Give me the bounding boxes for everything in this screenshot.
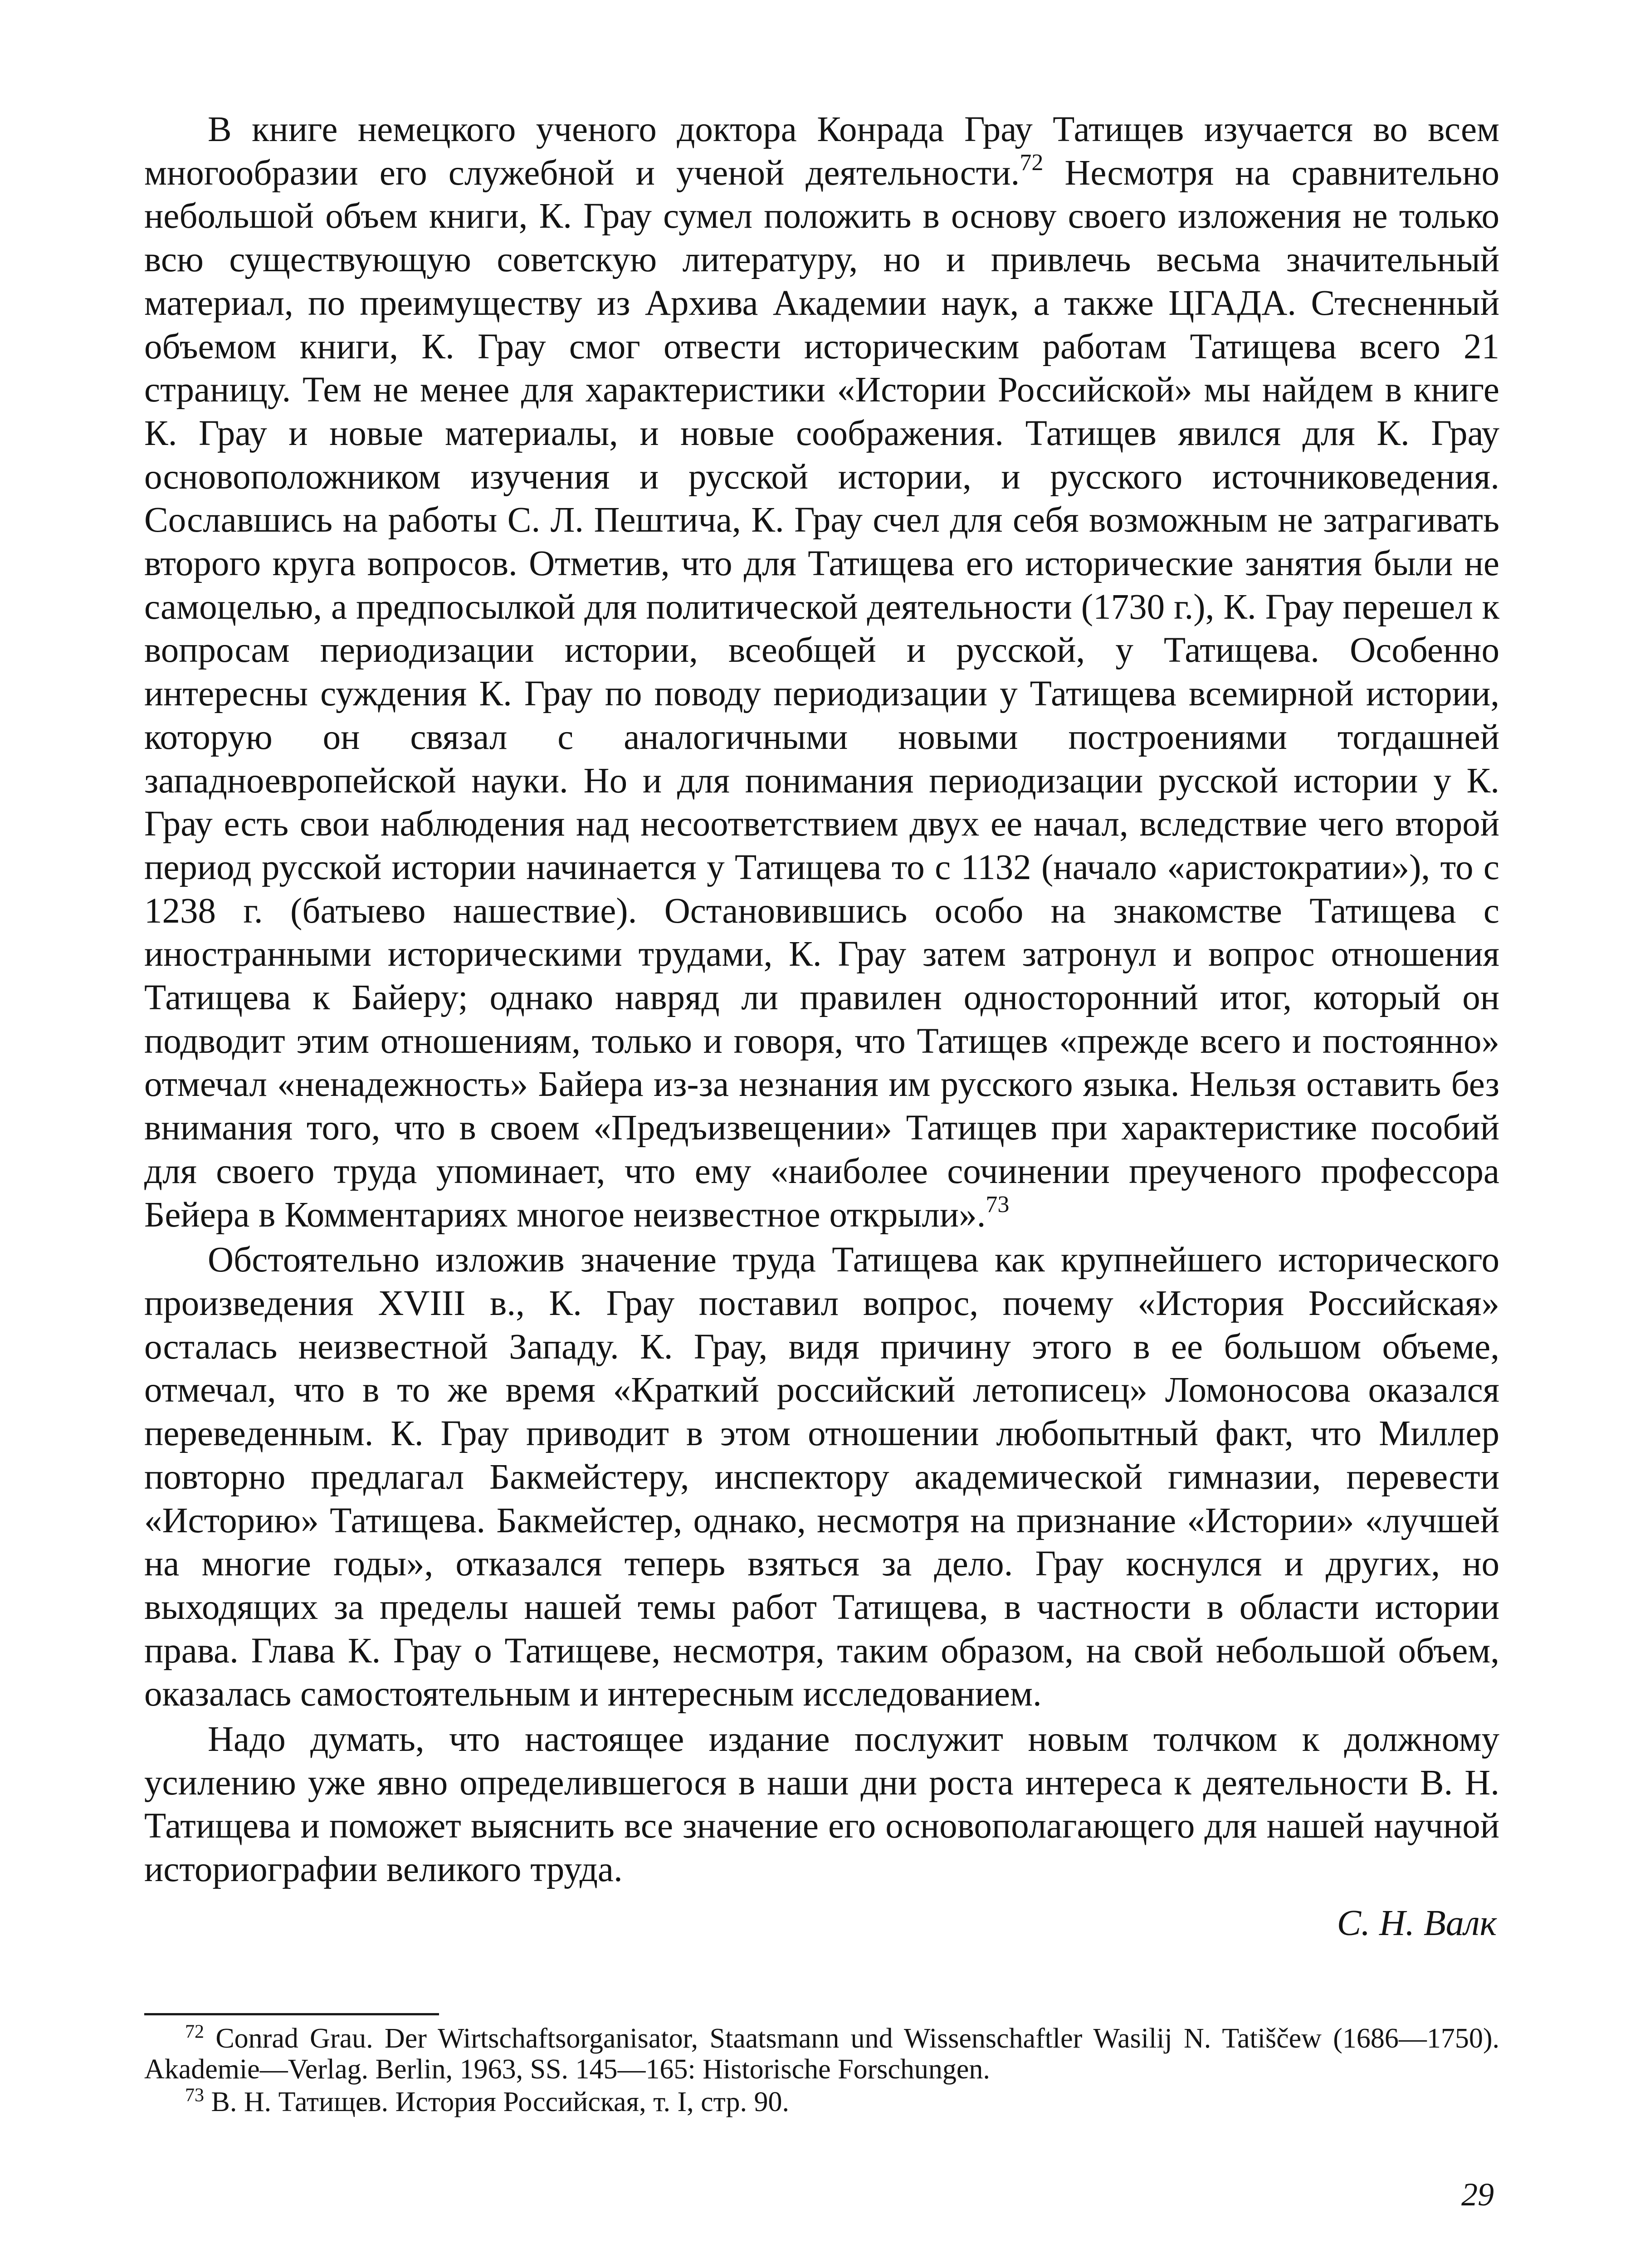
paragraph-1-continuation: Несмотря на сравнительно небольшой объем книги, К. Грау сумел положить в основу своего изложения не только всю существующую советскую литературу, но и привлечь весьма значительный материал, по преимуществу из Архива Академии наук, а также ЦГАДА. Стесненный объемом книги, К. Грау смог отвести историческим работам Татищева всего 21 страницу. Тем не менее для характеристики «Истории Российской» мы найдем в книге К. Грау и новые материалы, и новые соображения. Татищев явился для К. Грау основоположником изучения и русской истории, и русского источниковедения. Сославшись на работы С. Л. Пештича, К. Грау счел для себя возможным не затрагивать второго круга вопросов. Отметив, что для Татищева его исторические занятия были не самоцелью, а предпосылкой для политической деятельности (1730 г.), К. Грау перешел к вопросам периодизации истории, всеобщей и русской, у Татищева. Особенно интересны суждения К. Грау по поводу периодизации у Татищева всемирной истории, которую он связал с аналогичными новыми построениями тогдашней западноевропейской науки. Но и для понимания периодизации русской истории у К. Грау есть свои наблюдения над несоответствием двух ее начал, вследствие чего второй период русской истории начинается у Татищева то с 1132 (начало «аристократии»), то с 1238 г. (батыево нашествие). Остановившись особо на знакомстве Татищева с иностранными историческими трудами, К. Грау затем затронул и вопрос отношения Татищева к Байеру; однако навряд ли правилен односторонний итог, который он подводит этим отношениям, только и говоря, что Татищев «прежде всего и постоянно» отмечал «ненадежность» Байера из-за незнания им русского языка. Нельзя оставить без внимания того, что в своем «Предъизвещении» Татищев при характеристике пособий для своего труда упоминает, что ему «наиболее сочинении преученого профессора Бейера в Комментариях многое неизвестное открыли».	[144, 153, 1499, 1235]
footnote-73-text: В. Н. Татищев. История Российская, т. I, стр. 90.	[204, 2087, 790, 2117]
footnote-ref-73[interactable]: 73	[986, 1192, 1010, 1218]
footnote-mark-72: 72	[185, 2021, 204, 2043]
page-content	[144, 108, 1499, 2213]
footnote-ref-72[interactable]: 72	[1020, 150, 1044, 176]
author-signature: С. Н. Валк	[1337, 1903, 1497, 1943]
footnote-72	[144, 2023, 1499, 2085]
page-number: 29	[1461, 2176, 1494, 2213]
paragraph-1-text: В книге немецкого ученого доктора Конрада Грау Татищев изучается во всем многообразии его служебной и ученой деятельности.	[144, 110, 1499, 193]
paragraph-1	[144, 108, 1499, 1237]
footnote-72-text: Conrad Grau. Der Wirtschaftsorganisator, Staatsmann und Wissenschaftler Wasilij N. Tatiščew (1686—1750). Akademie—Verlag. Berlin, 1963, SS. 145—165: Historische Forschungen.	[144, 2023, 1499, 2085]
footnote-mark-73: 73	[185, 2085, 204, 2106]
footnote-divider	[144, 2013, 439, 2015]
paragraph-3: Надо думать, что настоящее издание послужит новым толчком к должному усилению уже явно определившегося в наши дни роста интереса к деятельности В. Н. Татищева и поможет выяснить все значение его основополагающего для нашей научной историографии великого труда.	[144, 1720, 1499, 1890]
paragraph-2: Обстоятельно изложив значение труда Татищева как крупнейшего исторического произведения XVIII в., К. Грау поставил вопрос, почему «История Российская» осталась неизвестной Западу. К. Грау, видя причину этого в ее большом объеме, отмечал, что в то же время «Краткий российский летописец» Ломоносова оказался переведенным. К. Грау приводит в этом отношении любопытный факт, что Миллер повторно предлагал Бакмейстеру, инспектору академической гимназии, перевести «Историю» Татищева. Бакмейстер, однако, несмотря на признание «Истории» «лучшей на многие годы», отказался теперь взяться за дело. Грау коснулся и других, но выходящих за пределы нашей темы работ Татищева, в частности в области истории права. Глава К. Грау о Татищеве, несмотря, таким образом, на свой небольшой объем, оказалась самостоятельным и интересным исследованием.	[144, 1240, 1499, 1714]
footnote-73	[144, 2087, 1499, 2117]
footnotes	[144, 2023, 1499, 2117]
